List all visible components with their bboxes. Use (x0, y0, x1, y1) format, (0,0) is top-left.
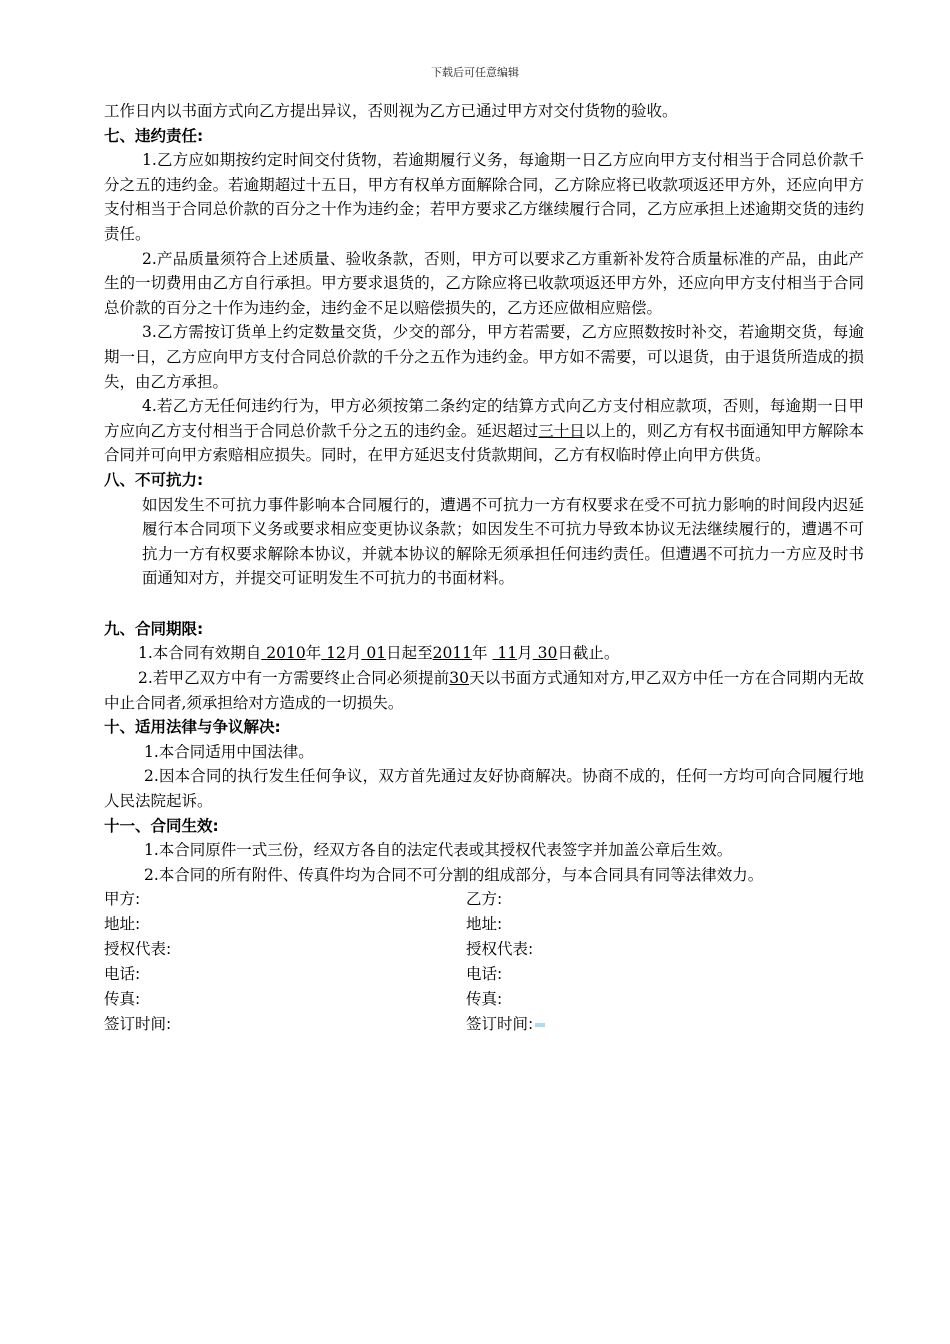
party-a-sign-date: 签订时间: (104, 1015, 172, 1034)
party-a-label: 甲方: (104, 890, 141, 909)
end-month (492, 644, 517, 662)
section-9-clause-1 (104, 641, 864, 666)
section-11-clause-2: 2.本合同的所有附件、传真件均为合同不可分割的组成部分，与本合同具有同等法律效力。 (144, 865, 764, 884)
end-day (533, 644, 558, 662)
delay-days: 三十日 (538, 421, 585, 440)
section-8-title: 八、不可抗力: (104, 470, 204, 489)
contract-body (104, 99, 864, 1037)
section-7-clause-2: 2.产品质量须符合上述质量、验收条款，否则，甲方可以要求乙方重新补发符合质量标准的产品，由此产生的一切费用由乙方自行承担。甲方要求退货的，乙方除应将已收款项返还甲方外，还应向甲方支付相当于合同总价款的百分之十作为违约金，违约金不足以赔偿损失的，乙方还应做相应赔偿。 (104, 249, 864, 317)
start-month-value: 12 (326, 644, 346, 663)
party-b-label: 乙方: (466, 890, 503, 909)
clause-4-text-a: 4.若乙方无任何违约行为，甲方必须按第二条约定的结算方式向乙方支付相应款项，否则，每逾期一日甲方应向乙方支付相当于合同总价款千分之五的违约金。延迟超过 (104, 397, 864, 440)
page-header: 下载后可任意编辑 (431, 66, 519, 79)
notice-text-a: 2.若甲乙双方中有一方需要终止合同必须提前 (138, 669, 450, 688)
section-7-title: 七、违约责任: (104, 126, 204, 145)
term-mid: 日起至 (386, 644, 433, 663)
end-year: 2011 (432, 644, 473, 663)
party-a-address: 地址: (104, 915, 141, 934)
month-char-1: 月 (345, 644, 362, 663)
party-a-phone: 电话: (104, 965, 141, 984)
start-month (321, 644, 346, 662)
section-10-title: 十、适用法律与争议解决: (104, 718, 281, 737)
section-8-text: 如因发生不可抗力事件影响本合同履行的，遭遇不可抗力一方有权要求在受不可抗力影响的时间段内迟延履行本合同项下义务或要求相应变更协议条款；如因发生不可抗力导致本协议无法继续履行的，遭遇不可抗力一方有权要求解除本协议，并就本协议的解除无须承担任何违约责任。但遭遇不可抗力一方应及时书面通知对方，并提交可证明发生不可抗力的书面材料。 (142, 495, 864, 588)
section-11-clause-1: 1.本合同原件一式三份，经双方各自的法定代表或其授权代表签字并加盖公章后生效。 (144, 841, 733, 860)
section-7-clause-4 (104, 394, 864, 468)
signature-block (104, 887, 864, 1037)
cursor-mark (535, 1023, 545, 1027)
start-year-value: 2010 (266, 644, 306, 663)
party-b-sign-date-row (466, 1012, 864, 1037)
section-7-clause-1: 1.乙方应如期按约定时间交付货物，若逾期履行义务，每逾期一日乙方应向甲方支付相当于合同总价款千分之五的违约金。若逾期超过十五日，甲方有权单方面解除合同，乙方除应将已收款项返还甲方外，还应向甲方支付相当于合同总价款的百分之十作为违约金；若甲方要求乙方继续履行合同，乙方应承担上述逾期交货的违约责任。 (104, 151, 864, 243)
section-11-title: 十一、合同生效: (104, 816, 219, 835)
term-prefix: 1.本合同有效期自 (138, 644, 262, 663)
party-b-address: 地址: (466, 915, 503, 934)
month-char-2: 月 (517, 644, 533, 663)
end-month-value: 11 (497, 644, 518, 663)
notice-days: 30 (449, 669, 469, 688)
start-year (261, 644, 305, 662)
section-9-title: 九、合同期限: (104, 619, 204, 638)
party-b-phone: 电话: (466, 965, 503, 984)
clause-4-text-b: 以上的，则乙方有权书面通知甲方解除本合同并可向甲方索赔相应损失。同时，在甲方延迟支付货款期间，乙方有权临时停止向甲方供货。 (104, 421, 864, 465)
party-a-representative: 授权代表: (104, 940, 172, 959)
party-b-sign-date: 签订时间: (466, 1015, 534, 1034)
section-10-clause-2: 2.因本合同的执行发生任何争议，双方首先通过友好协商解决。协商不成的，任何一方均可向合同履行地人民法院起诉。 (104, 767, 864, 811)
section-9-clause-2 (104, 666, 864, 715)
spacer (104, 591, 864, 617)
start-day (361, 644, 386, 662)
term-suffix: 日截止。 (557, 644, 620, 663)
section-10-clause-1: 1.本合同适用中国法律。 (144, 742, 314, 761)
notice-text-b: 天以书面方式通知对方,甲乙双方中任一方在合同期内无故中止合同者,须承担给对方造成的一切损失。 (104, 669, 864, 712)
year-char-2: 年 (472, 644, 488, 663)
end-day-value: 30 (537, 644, 558, 663)
year-char-1: 年 (305, 644, 322, 663)
party-a-fax: 传真: (104, 990, 141, 1009)
start-day-value: 01 (366, 644, 387, 663)
intro-paragraph: 工作日内以书面方式向乙方提出异议，否则视为乙方已通过甲方对交付货物的验收。 (104, 102, 678, 120)
section-7-clause-3: 3.乙方需按订货单上约定数量交货，少交的部分，甲方若需要，乙方应照数按时补交，若逾期交货，每逾期一日，乙方应向甲方支付合同总价款的千分之五作为违约金。甲方如不需要，可以退货，由于退货所造成的损失，由乙方承担。 (104, 323, 864, 391)
party-b-fax: 传真: (466, 990, 503, 1009)
party-b-representative: 授权代表: (466, 940, 534, 959)
